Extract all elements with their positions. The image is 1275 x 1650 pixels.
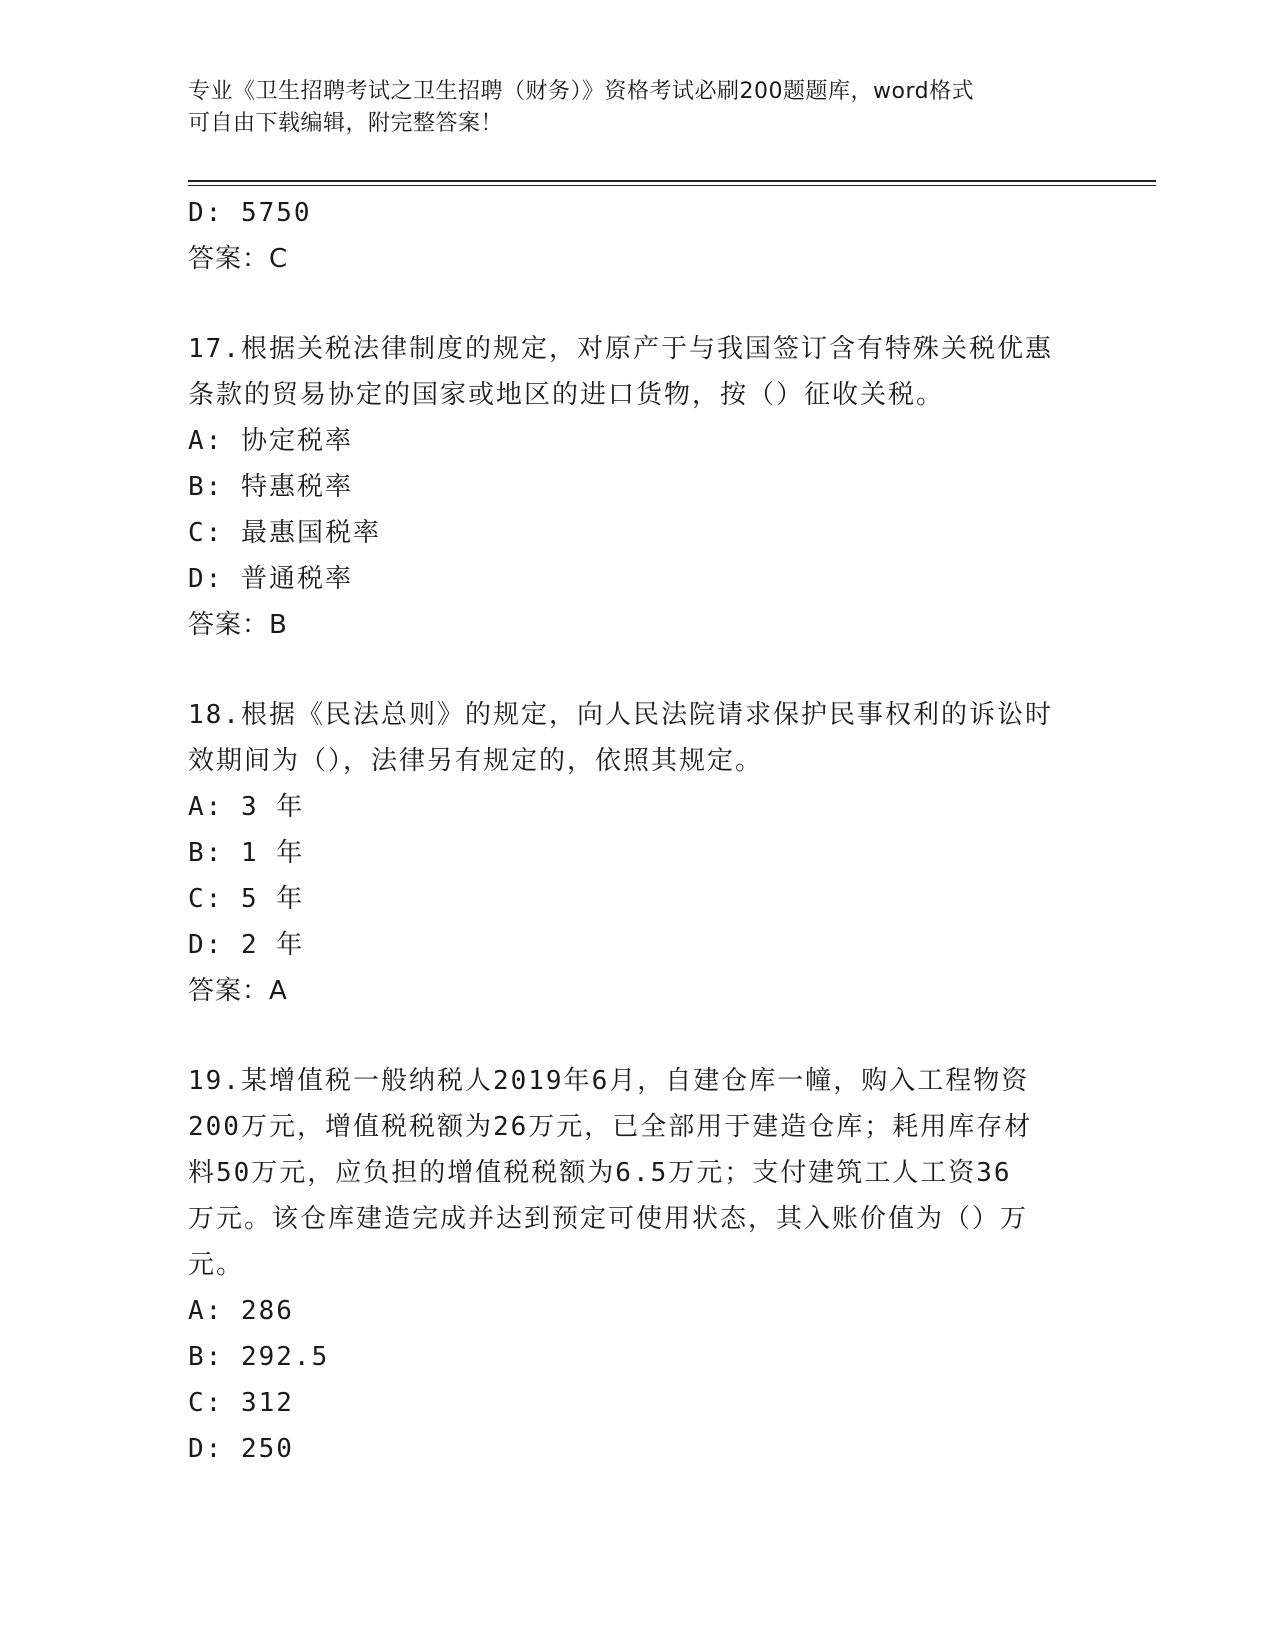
spacer (188, 648, 1078, 692)
spacer (188, 282, 1078, 326)
question-text-line: 万元。该仓库建造完成并达到预定可使用状态，其入账价值为（）万 (188, 1204, 1029, 1234)
option-b: B: 1 年 (188, 838, 305, 868)
answer-line: 答案：B (188, 610, 288, 640)
answer-line: 答案：A (188, 976, 288, 1006)
document-header (188, 76, 1068, 140)
option-d: D: 2 年 (188, 930, 305, 960)
option-a: A: 286 (188, 1296, 294, 1326)
header-divider-thick (188, 180, 1156, 182)
question-text-line: 200万元，增值税税额为26万元，已全部用于建造仓库；耗用库存材 (188, 1112, 1033, 1142)
question-text-line: 料50万元，应负担的增值税税额为6.5万元；支付建筑工人工资36 (188, 1158, 1012, 1188)
option-c: C: 5 年 (188, 884, 305, 914)
question-text-line: 17.根据关税法律制度的规定，对原产于与我国签订含有特殊关税优惠 (188, 334, 1053, 364)
option-b: B: 特惠税率 (188, 472, 353, 502)
answer-line: 答案：C (188, 244, 289, 274)
question-text-line: 效期间为（），法律另有规定的，依照其规定。 (188, 746, 764, 776)
option-b: B: 292.5 (188, 1342, 330, 1372)
option-a: A: 协定税率 (188, 426, 353, 456)
option-d: D: 普通税率 (188, 564, 353, 594)
question-text-line: 19.某增值税一般纳税人2019年6月，自建仓库一幢，购入工程物资 (188, 1066, 1030, 1096)
question-19 (188, 1058, 1078, 1472)
header-line-1: 专业《卫生招聘考试之卫生招聘（财务）》资格考试必刷200题题库，word格式 (188, 79, 975, 104)
header-divider-thin (188, 185, 1156, 186)
question-text-line: 条款的贸易协定的国家或地区的进口货物，按（）征收关税。 (188, 380, 945, 410)
question-18 (188, 692, 1078, 1014)
question-17 (188, 326, 1078, 648)
option-d: D: 250 (188, 1434, 294, 1464)
option-c: C: 最惠国税率 (188, 518, 381, 548)
option-a: A: 3 年 (188, 792, 305, 822)
document-body (188, 190, 1078, 1472)
previous-question-tail (188, 190, 1078, 282)
question-text-line: 18.根据《民法总则》的规定，向人民法院请求保护民事权利的诉讼时 (188, 700, 1053, 730)
spacer (188, 1014, 1078, 1058)
option-d: D: 5750 (188, 198, 312, 228)
question-text-line: 元。 (188, 1250, 245, 1280)
option-c: C: 312 (188, 1388, 294, 1418)
header-line-2: 可自由下载编辑，附完整答案！ (188, 111, 504, 136)
